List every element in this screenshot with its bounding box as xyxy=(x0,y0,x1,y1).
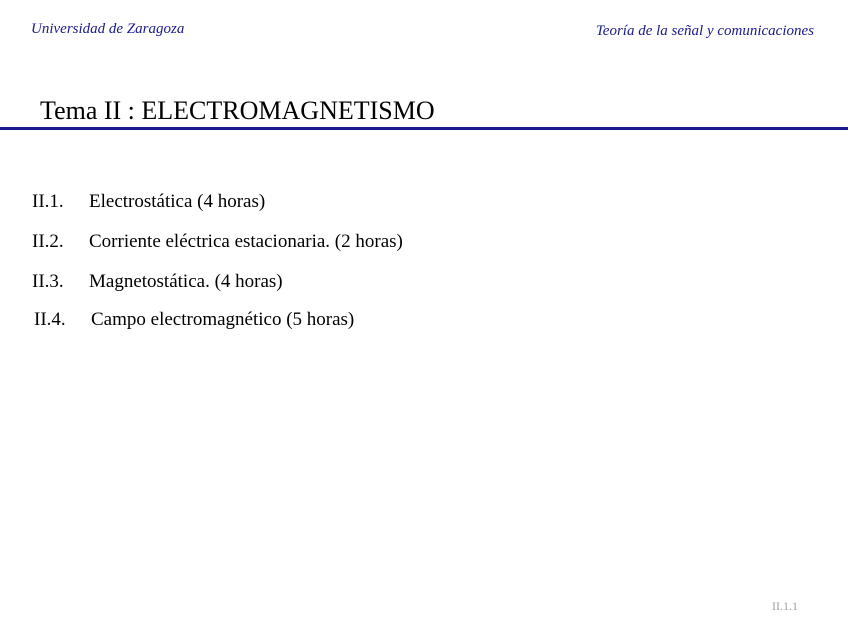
topic-item xyxy=(32,191,265,213)
institution-header: Universidad de Zaragoza xyxy=(31,21,185,37)
topic-number: II.1. xyxy=(32,191,64,212)
topic-text: Magnetostática. (4 horas) xyxy=(89,271,283,292)
topic-item xyxy=(32,231,403,253)
page-number: II.1.1 xyxy=(772,599,798,613)
topic-item xyxy=(32,271,283,293)
topic-number: II.2. xyxy=(32,231,64,252)
topic-item xyxy=(34,309,354,331)
topic-text: Electrostática (4 horas) xyxy=(89,191,266,212)
title-divider xyxy=(0,127,848,130)
topic-number: II.3. xyxy=(32,271,64,292)
course-header: Teoría de la señal y comunicaciones xyxy=(595,23,814,39)
topic-number: II.4. xyxy=(34,309,66,330)
slide-title: Tema II : ELECTROMAGNETISMO xyxy=(40,96,435,125)
topic-text: Corriente eléctrica estacionaria. (2 horas) xyxy=(89,231,403,252)
topic-text: Campo electromagnético (5 horas) xyxy=(91,309,355,330)
